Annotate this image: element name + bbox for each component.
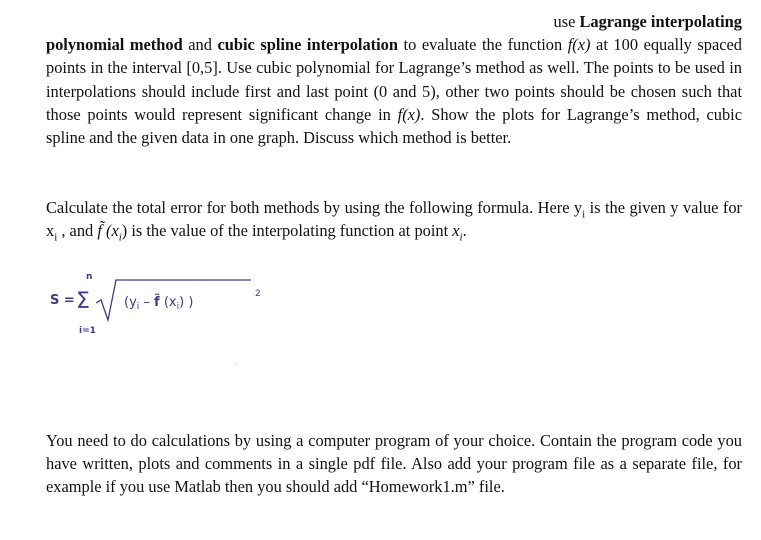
subscript: i <box>459 231 463 244</box>
f-tilde-symbol: f̃ (x <box>97 221 119 241</box>
formula-body: ($y_i$ – f̃ $(x_i)$ ) <box>124 295 194 312</box>
function-fx: f(x) <box>567 35 591 55</box>
scan-speck <box>235 363 236 364</box>
cubic-spline-bold: cubic spline interpolation <box>217 35 398 55</box>
error-instructions-paragraph <box>46 196 742 242</box>
power-exponent: 2 <box>255 289 261 299</box>
subscript: i <box>54 231 58 244</box>
error-formula-svg <box>46 270 286 340</box>
subscript: i <box>118 231 122 244</box>
subscript: i <box>582 208 586 221</box>
body-text: , and <box>57 221 98 241</box>
problem-statement-paragraph <box>46 10 742 149</box>
submission-instructions-paragraph: You need to do calculations by using a computer program of your choice. Contain the program code you have written, plots and comments in a single pdf file. Also add your program file as a separate file, for example if you use Matlab then you should add “Homework1.m” file. <box>46 431 742 497</box>
body-text: is the given y value for x <box>46 198 742 241</box>
function-fx: f(x) <box>397 104 421 124</box>
polynomial-method-bold: polynomial method <box>46 35 183 55</box>
sigma-symbol: Σ <box>76 289 90 314</box>
sum-lower-limit: i=1 <box>79 326 96 336</box>
body-text: . Show the plots for Lagrange’s method, cubic spline and the given data in one graph. Discuss which method is better. <box>46 104 742 148</box>
error-formula <box>46 270 286 340</box>
body-text: Calculate the total error for both methods by using the following formula. Here y <box>46 198 583 217</box>
connector-text: and <box>182 35 218 55</box>
lagrange-method-bold: Lagrange interpolating <box>579 12 742 31</box>
lead-line <box>46 10 742 33</box>
body-text: ) is the value of the interpolating function at point <box>121 221 453 241</box>
x-symbol: x <box>452 221 460 241</box>
formula-lhs: S = <box>50 293 75 308</box>
sum-upper-limit: n <box>86 272 93 282</box>
body-text: . <box>462 221 467 241</box>
lead-text: use <box>553 12 580 31</box>
body-text: to evaluate the function <box>397 35 568 55</box>
body-text: at 100 equally spaced points in the interval [0,5]. Use cubic polynomial for Lagrange’s method as well. The points to be used in interpolations should include first and last point (0 and 5), other two points should be chosen such that those points would represent significant change in <box>46 35 742 124</box>
